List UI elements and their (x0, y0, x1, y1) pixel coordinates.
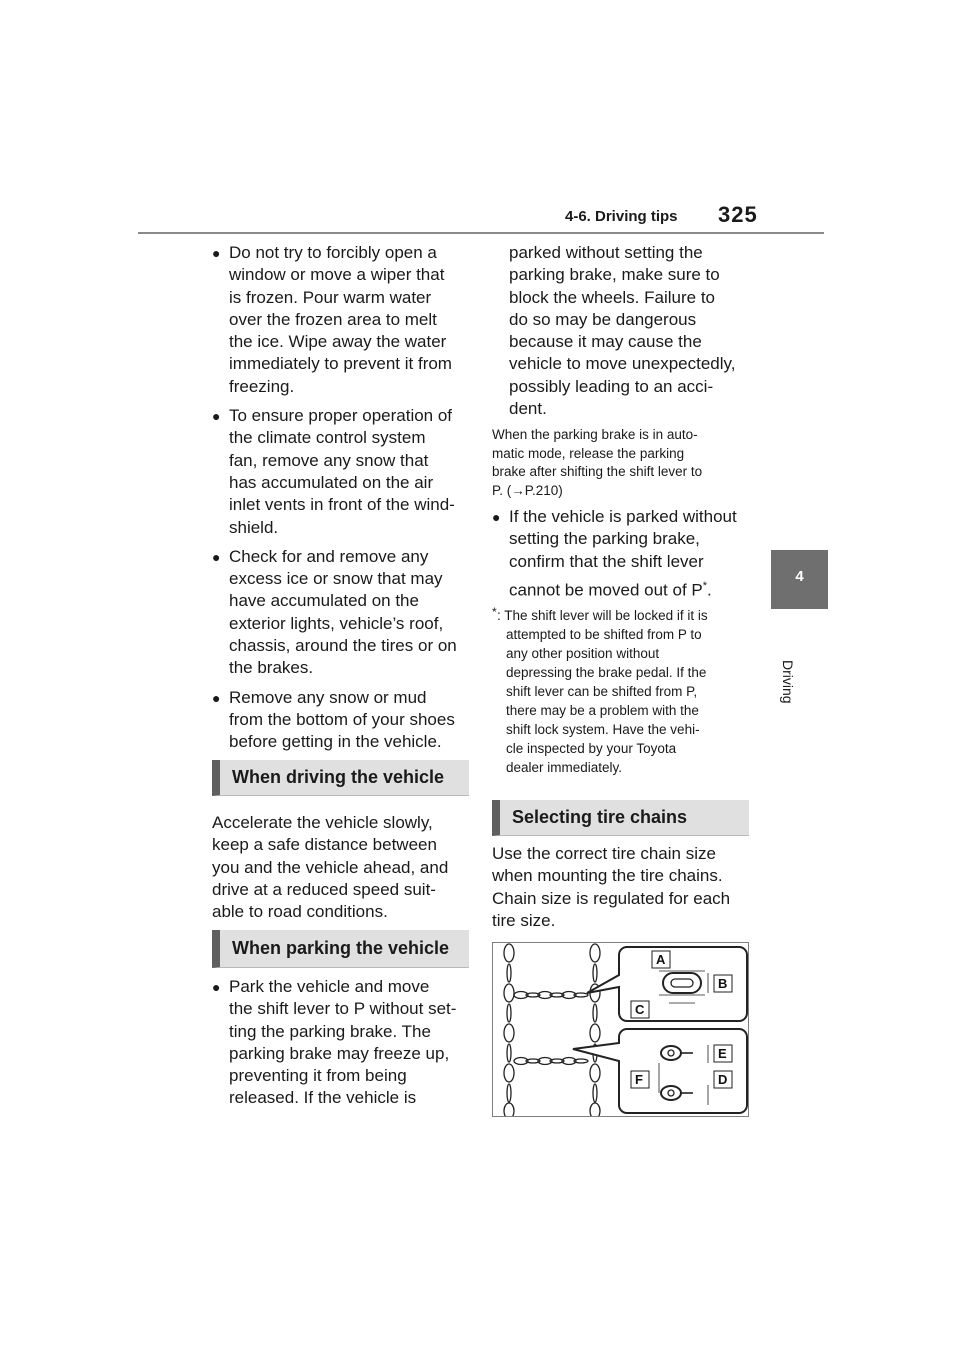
bullet-shoes: ● Remove any snow or mud from the bottom of your shoes before getting in the vehicle. (212, 687, 472, 754)
figure-label-f: F (635, 1072, 643, 1087)
footnote: * : The shift lever will be locked if it is attempted to be shifted from P to any other position without depressing the brake pedal. If the shift lever can be shifted from P, there may be a problem with the shift lock system. Have the vehi- cle inspected by your Toyota dealer immediately. (492, 605, 708, 775)
figure-label-d: D (718, 1072, 728, 1087)
bullet-shift-lever: ● If the vehicle is parked without setting the parking brake, confirm that the shift lever cannot be moved out of P*. (492, 506, 754, 602)
chapter-name: Driving (780, 660, 796, 704)
shift-lever-bullet-column (492, 506, 754, 602)
left-vertical-chain (504, 944, 514, 1117)
continued-paragraph: parked without setting the parking brake, make sure to block the wheels. Failure to do so may be dangerous because it may cause the vehicle to move unexpectedly, possibly leading to an acci- dent. (509, 243, 736, 419)
auto-mode-note: When the parking brake is in auto- matic mode, release the parking brake after shifting the shift lever to P. (→P.210) (492, 427, 703, 498)
figure-label-c: C (635, 1002, 645, 1017)
bullet-excess-ice: ● Check for and remove any excess ice or snow that may have accumulated on the exterior lights, vehicle’s roof, chassis, around the tires or on the brakes. (212, 546, 472, 680)
bullet-frozen-window: ● Do not try to forcibly open a window or move a wiper that is frozen. Pour warm water over the frozen area to melt the ice. Wipe away the water immediately to prevent it from freezing. (212, 242, 472, 398)
figure-label-e: E (718, 1046, 727, 1061)
lower-cross-chain (514, 1058, 588, 1065)
bullet-park-vehicle: ● Park the vehicle and move the shift lever to P without set- ting the parking brake. The parking brake may freeze up, preventing it from being released. If the vehicle is (212, 976, 472, 1110)
section-heading-tire-chains: Selecting tire chains (492, 800, 749, 836)
chapter-tab: 4 (771, 550, 828, 609)
left-column (212, 242, 472, 754)
upper-cross-chain (514, 992, 588, 999)
figure-label-a: A (656, 952, 666, 967)
parking-bullet-column (212, 976, 472, 1110)
page-number: 325 (718, 202, 758, 227)
header-rule (138, 232, 824, 234)
driving-paragraph: Accelerate the vehicle slowly, keep a safe distance between you and the vehicle ahead, and drive at a reduced speed suit- able to road conditions. (212, 813, 449, 922)
header-section-title: 4-6. Driving tips (565, 208, 678, 225)
tire-chain-drawing (493, 943, 749, 1117)
section-heading-driving: When driving the vehicle (212, 760, 469, 796)
figure-label-b: B (718, 976, 728, 991)
right-vertical-chain (590, 944, 600, 1117)
tire-chain-illustration (492, 942, 749, 1117)
tire-chains-paragraph: Use the correct tire chain size when mounting the tire chains. Chain size is regulated for each tire size. (492, 844, 731, 930)
footnote-star: * (492, 605, 497, 619)
section-heading-parking: When parking the vehicle (212, 930, 469, 968)
bullet-climate-fan: ● To ensure proper operation of the climate control system fan, remove any snow that has accumulated on the air inlet vents in front of the wind- shield. (212, 405, 472, 539)
